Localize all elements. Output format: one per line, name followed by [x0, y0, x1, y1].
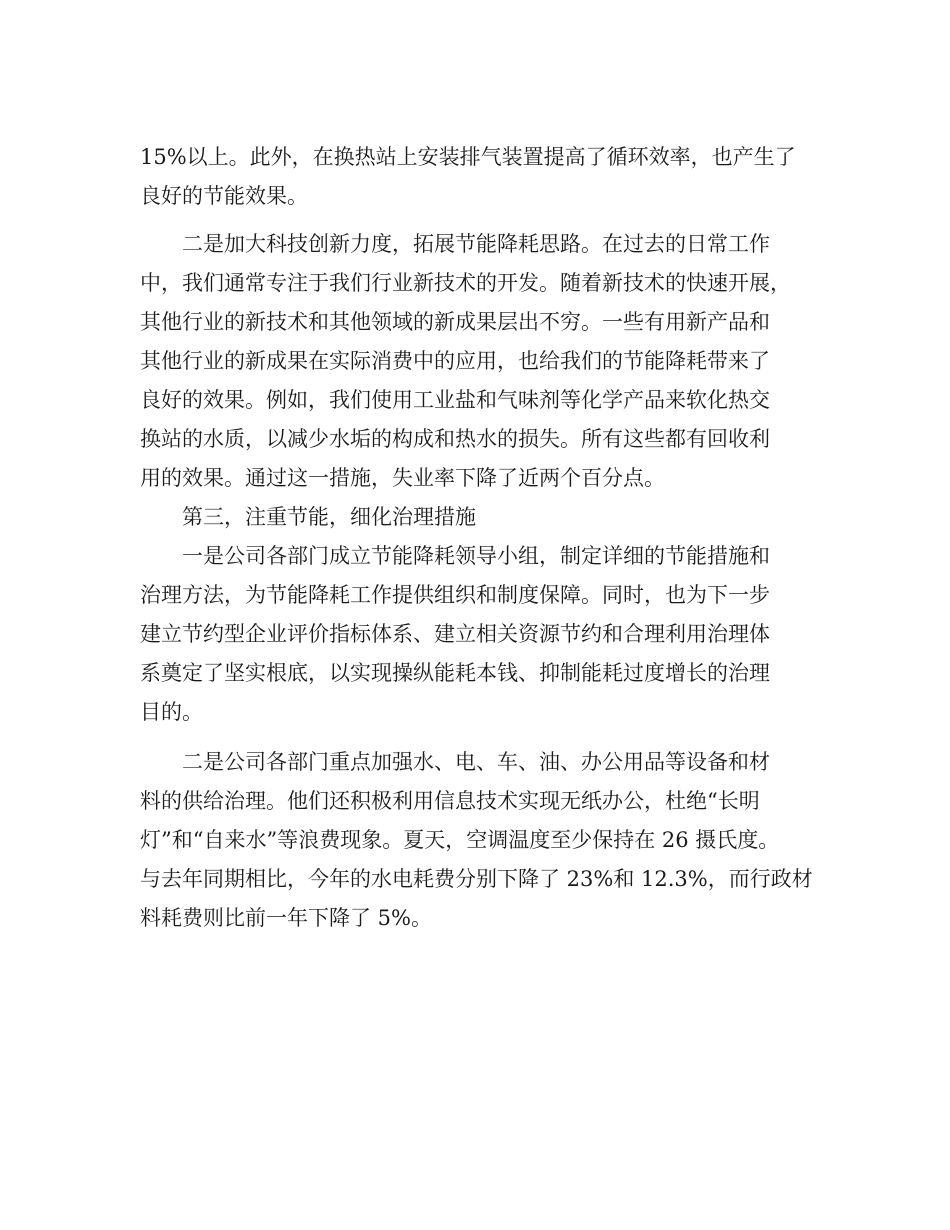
text-line: 与去年同期相比，今年的水电耗费分别下降了 23%和 12.3%，而行政材	[140, 867, 813, 891]
text-line: 良好的节能效果。	[140, 184, 308, 208]
text-line: 建立节约型企业评价指标体系、建立相关资源节约和合理利用治理体	[140, 622, 770, 646]
text-line: 灯”和“自来水”等浪费现象。夏天，空调温度至少保持在 26 摄氏度。	[140, 828, 780, 852]
text-line: 系奠定了坚实根底，以实现操纵能耗本钱、抑制能耗过度增长的治理	[140, 661, 770, 685]
section-heading: 第三，注重节能，细化治理措施	[182, 505, 476, 529]
paragraph-start-line: 二是公司各部门重点加强水、电、车、油、办公用品等设备和材	[182, 750, 770, 774]
text-line: 料的供给治理。他们还积极利用信息技术实现无纸办公，杜绝“长明	[140, 789, 760, 813]
text-line: 中，我们通常专注于我们行业新技术的开发。随着新技术的快速开展，	[140, 271, 791, 295]
text-line: 换站的水质，以减少水垢的构成和热水的损失。所有这些都有回收利	[140, 427, 770, 451]
text-line: 其他行业的新成果在实际消费中的应用，也给我们的节能降耗带来了	[140, 349, 770, 373]
text-line: 用的效果。通过这一措施，失业率下降了近两个百分点。	[140, 466, 665, 490]
paragraph-start-line: 二是加大科技创新力度，拓展节能降耗思路。在过去的日常工作	[182, 232, 770, 256]
paragraph-start-line: 一是公司各部门成立节能降耗领导小组，制定详细的节能措施和	[182, 544, 770, 568]
text-line: 良好的效果。例如，我们使用工业盐和气味剂等化学产品来软化热交	[140, 388, 770, 412]
text-line: 其他行业的新技术和其他领域的新成果层出不穷。一些有用新产品和	[140, 310, 770, 334]
text-line: 15%以上。此外，在换热站上安装排气装置提高了循环效率，也产生了	[140, 145, 796, 169]
text-line: 料耗费则比前一年下降了 5%。	[140, 906, 432, 930]
text-line: 目的。	[140, 700, 203, 724]
text-line: 治理方法，为节能降耗工作提供组织和制度保障。同时，也为下一步	[140, 583, 770, 607]
document-body	[140, 138, 820, 938]
